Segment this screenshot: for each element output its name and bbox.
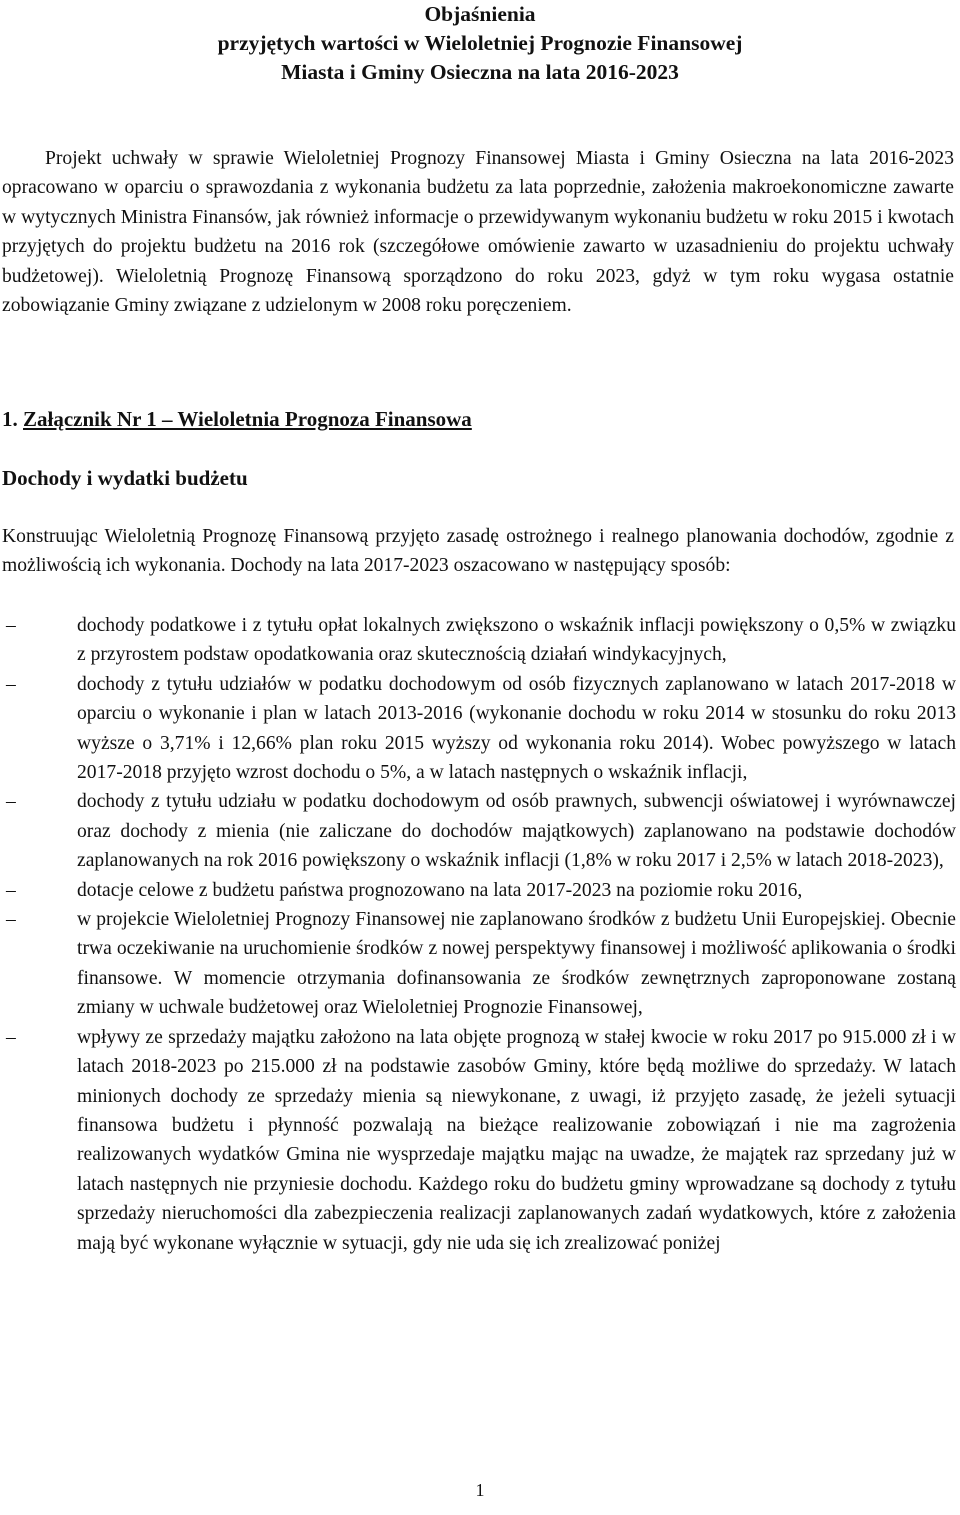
section-title: Załącznik Nr 1 – Wieloletnia Prognoza Finansowa (23, 407, 472, 431)
dash-bullet: – (6, 1026, 16, 1048)
list-item (0, 1023, 956, 1258)
title-line-1: Objaśnienia (424, 2, 536, 26)
dash-bullet: – (6, 615, 16, 636)
dash-bullet: – (6, 909, 16, 931)
list-item-text: dochody z tytułu udziałów w podatku dochodowym od osób fizycznych zaplanowano w latach 2017-2018 w oparciu o wykonanie i plan w latach 2013-2016 (wykonanie dochodu w roku 2014 w stosunku do roku 2013 wyższe o 3,71% i 12,66% plan roku 2015 wyższy od wykonania roku 2014). Wobec powyższego w latach 2017-2018 przyjęto wzrost dochodu o 5%, a w latach następnych o wskaźnik inflacji, (77, 673, 956, 784)
subheading: Dochody i wydatki budżetu (2, 466, 248, 490)
dash-bullet: – (6, 673, 16, 695)
page-number: 1 (475, 1480, 485, 1500)
list-item (0, 876, 956, 905)
document-title (0, 0, 960, 87)
list-item-text: dochody podatkowe i z tytułu opłat lokalnych zwiększono o wskaźnik inflacji powiększony o 0,5% w związku z przyrostem podstaw opodatkowania oraz skutecznością działań windykacyjnych, (77, 615, 956, 666)
list-item-text: dochody z tytułu udziału w podatku dochodowym od osób prawnych, subwencji oświatowej i wyrównawczej oraz dochody z mienia (nie zaliczane do dochodów majątkowych) zaplanowano na podstawie dochodów zaplanowanych na rok 2016 powiększony o wskaźnik inflacji (1,8% w roku 2017 i 2,5% w latach 2018-2023), (77, 791, 956, 872)
dash-bullet: – (6, 791, 16, 813)
dash-bullet: – (6, 879, 16, 901)
konstruujac-paragraph: Konstruując Wieloletnią Prognozę Finansową przyjęto zasadę ostrożnego i realnego planowania dochodów, zgodnie z możliwością ich wykonania. Dochody na lata 2017-2023 oszacowano w następujący sposób: (2, 526, 954, 577)
list-item (0, 787, 956, 875)
section-heading (2, 407, 472, 432)
list-item (0, 905, 956, 1023)
list-item (0, 611, 956, 670)
list-item-text: dotacje celowe z budżetu państwa prognozowano na lata 2017-2023 na poziomie roku 2016, (77, 879, 803, 901)
section-number: 1. (2, 407, 18, 431)
title-line-2: przyjętych wartości w Wieloletniej Prognozie Finansowej (217, 31, 743, 55)
list-item (0, 670, 956, 788)
list-item-text: wpływy ze sprzedaży majątku założono na lata objęte prognozą w stałej kwocie w roku 2017 po 915.000 zł i w latach 2018-2023 po 215.000 zł na podstawie zasobów Gminy, które będą możliwe do sprzedaży. W latach minionych dochody ze sprzedaży mienia są niewykonane, z uwagi, iż przyjęto zasadę, że jeżeli sytuacji finansowa budżetu i płynność pozwalają na bieżące realizowanie zobowiązań i nie ma zagrożenia realizowanych wydatków Gmina nie wysprzedaje majątku mając na uwadze, że majątek raz sprzedany już w latach następnych nie przyniesie dochodu. Każdego roku do budżetu gminy wprowadzane są dochody z tytułu sprzedaży nieruchomości dla zabezpieczenia realizacji zaplanowanych zadań wydatkowych, które z założenia mają być wykonane wyłącznie w sytuacji, gdy nie uda się ich zrealizować poniżej (77, 1026, 956, 1254)
list-item-text: w projekcie Wieloletniej Prognozy Finansowej nie zaplanowano środków z budżetu Unii Europejskiej. Obecnie trwa oczekiwanie na uruchomienie środków z nowej perspektywy finansowej i możliwość aplikowania o środki finansowe. W momencie otrzymania dofinansowania ze środków zewnętrznych zaproponowane zostaną zmiany w uchwale budżetowej oraz Wieloletniej Prognozie Finansowej, (77, 909, 956, 1019)
title-line-3: Miasta i Gminy Osieczna na lata 2016-2023 (281, 60, 679, 84)
income-list (0, 611, 956, 1258)
intro-paragraph: Projekt uchwały w sprawie Wieloletniej Prognozy Finansowej Miasta i Gminy Osieczna na lata 2016-2023 opracowano w oparciu o sprawozdania z wykonania budżetu za lata poprzednie, założenia makroekonomiczne zawarte w wytycznych Ministra Finansów, jak również informacje o przewidywanym wykonaniu budżetu w roku 2015 i kwotach przyjętych do projektu budżetu na 2016 rok (szczegółowe omówienie zawarto w uzasadnieniu do projektu uchwały budżetowej). Wieloletnią Prognozę Finansową sporządzono do roku 2023, gdyż w tym roku wygasa ostatnie zobowiązanie Gminy związane z udzielonym w 2008 roku poręczeniem. (2, 148, 954, 317)
